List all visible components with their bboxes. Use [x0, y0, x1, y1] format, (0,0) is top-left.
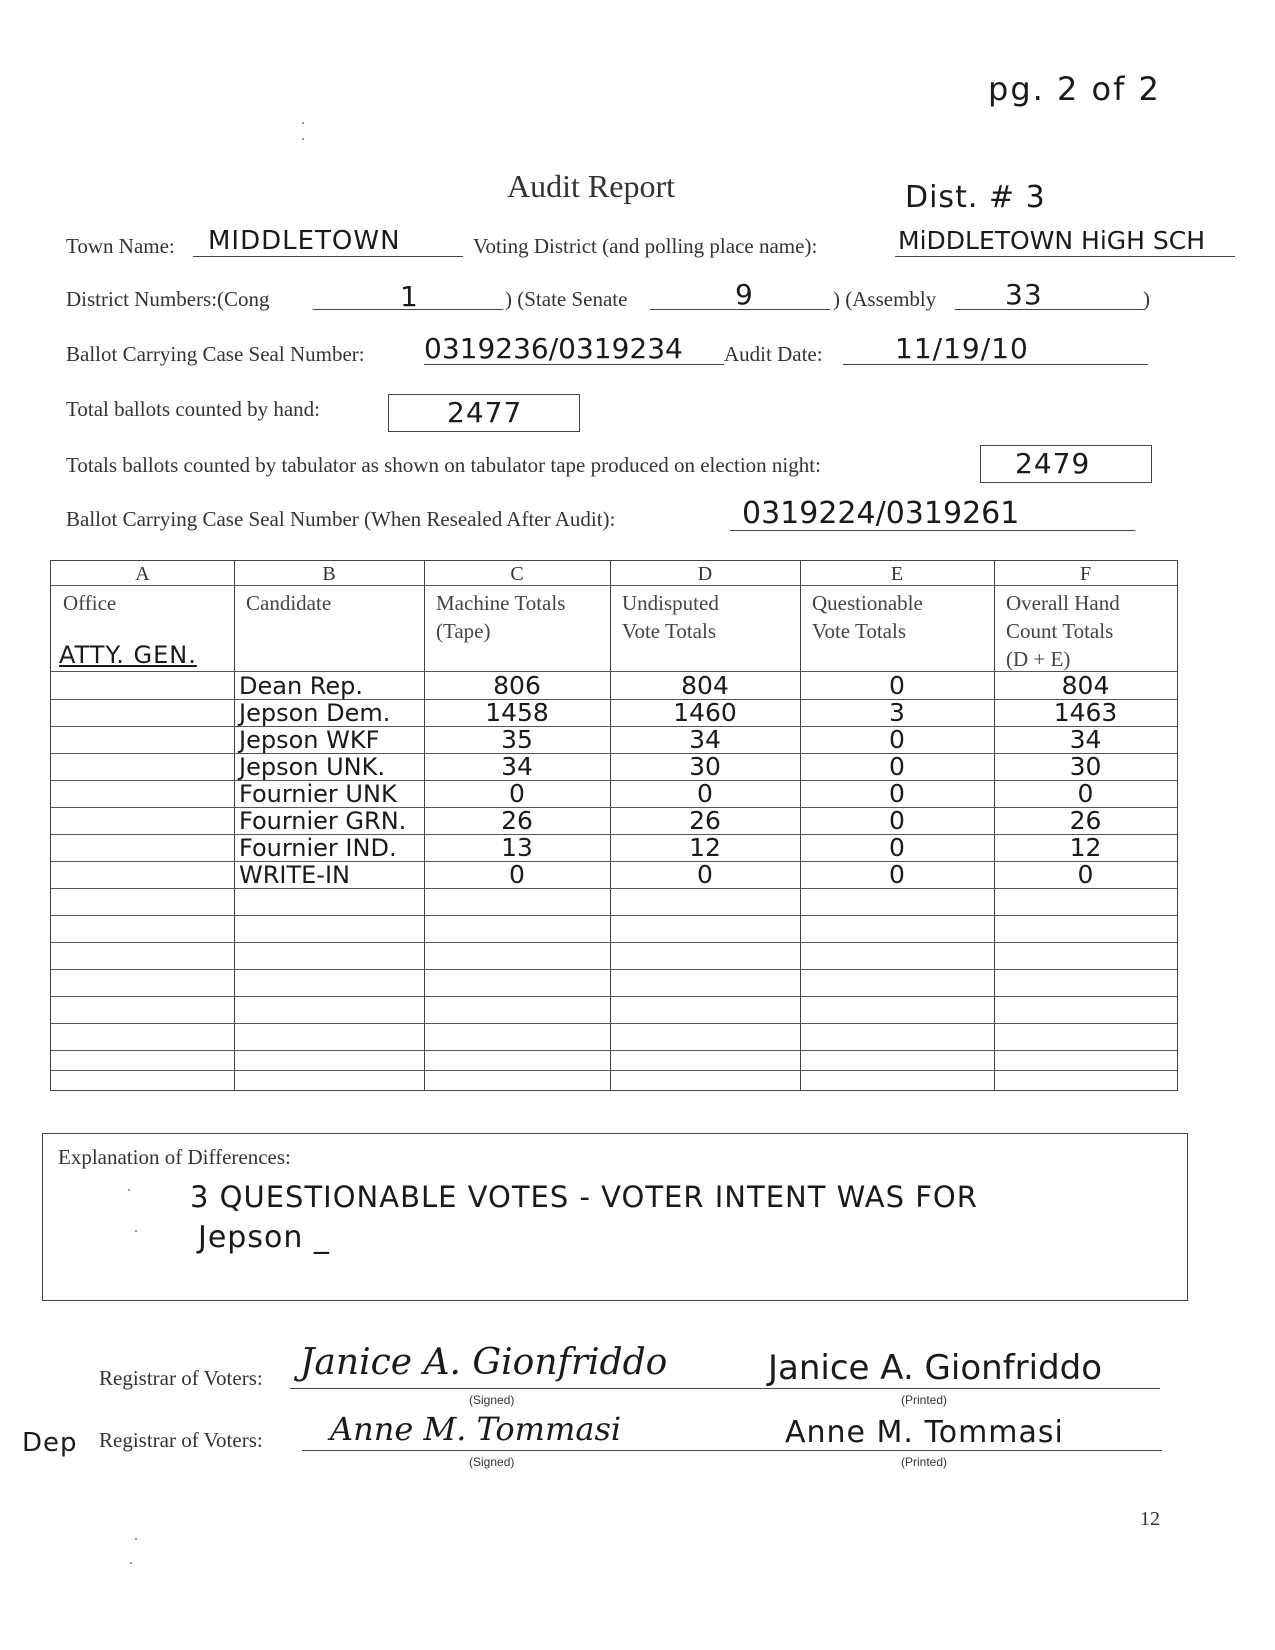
table-cell-undisputed: 0: [697, 860, 713, 889]
table-row-candidate: Dean Rep.: [239, 672, 364, 700]
voting-district-value: MiDDLETOWN HiGH SCH: [898, 226, 1206, 255]
hand-count-label: Total ballots counted by hand:: [66, 397, 320, 421]
table-cell-undisputed: 12: [689, 833, 721, 862]
col-header-undisputed: Undisputed Vote Totals: [622, 591, 719, 643]
table-cell-machine: 0: [509, 860, 525, 889]
col-letter-f: F: [1079, 563, 1092, 585]
registrar-label: Registrar of Voters:: [99, 1366, 263, 1390]
audit-date-value: 11/19/10: [895, 332, 1029, 365]
table-cell-overall: 12: [1069, 833, 1102, 862]
table-cell-machine: 26: [501, 806, 533, 835]
assembly-value: 33: [1005, 278, 1043, 311]
town-name-label: Town Name:: [66, 234, 175, 258]
table-cell-undisputed: 30: [689, 752, 721, 781]
explanation-line-1: 3 QUESTIONABLE VOTES - VOTER INTENT WAS FOR: [190, 1180, 978, 1214]
explanation-label: Explanation of Differences:: [58, 1145, 291, 1169]
table-cell-machine: 35: [501, 725, 533, 754]
col-letter-e: E: [890, 563, 904, 585]
cong-value: 1: [400, 280, 419, 313]
audit-date-label: Audit Date:: [724, 342, 823, 366]
seal-value: 0319236/0319234: [424, 332, 683, 365]
table-cell-questionable: 3: [889, 698, 905, 727]
seal-label: Ballot Carrying Case Seal Number:: [66, 342, 365, 366]
table-cell-machine: 806: [493, 671, 541, 700]
table-cell-machine: 34: [501, 752, 533, 781]
table-cell-questionable: 0: [889, 833, 905, 862]
town-name-value: MIDDLETOWN: [208, 226, 401, 256]
page-title: Audit Report: [507, 168, 675, 204]
table-cell-questionable: 0: [889, 671, 905, 700]
dep-registrar-printed-name: Anne M. Tommasi: [785, 1415, 1064, 1450]
tabulator-label: Totals ballots counted by tabulator as shown on tabulator tape produced on election night:: [66, 453, 821, 477]
district-numbers-label: District Numbers:(Cong: [66, 287, 270, 311]
table-row-candidate: Fournier UNK: [239, 780, 397, 808]
table-cell-overall: 0: [1077, 860, 1094, 889]
table-cell-overall: 1463: [1053, 698, 1118, 727]
col-letter-b: B: [322, 563, 336, 585]
table-cell-overall: 0: [1077, 779, 1094, 808]
reseal-label: Ballot Carrying Case Seal Number (When Resealed After Audit):: [66, 507, 616, 531]
col-header-candidate: Candidate: [246, 591, 332, 615]
office-value: ATTY. GEN.: [59, 641, 197, 669]
table-cell-machine: 13: [501, 833, 533, 862]
tabulator-value: 2479: [1015, 447, 1091, 480]
audit-table: [50, 560, 1178, 1091]
page-number: 12: [1140, 1508, 1160, 1530]
table-row-candidate: Jepson Dem.: [239, 699, 391, 727]
col-header-overall: Overall Hand Count Totals (D + E): [1006, 591, 1120, 671]
table-cell-undisputed: 1460: [673, 698, 737, 727]
reseal-value: 0319224/0319261: [742, 496, 1020, 531]
col-letter-d: D: [697, 563, 713, 585]
state-senate-value: 9: [735, 278, 754, 311]
dep-prefix: Dep: [22, 1428, 78, 1458]
state-senate-label: ) (State Senate: [505, 287, 628, 311]
table-cell-machine: 1458: [485, 698, 549, 727]
table-cell-machine: 0: [509, 779, 525, 808]
col-letter-c: C: [510, 563, 524, 585]
registrar-printed-name: Janice A. Gionfriddo: [768, 1348, 1103, 1388]
table-cell-undisputed: 26: [689, 806, 721, 835]
explanation-line-2: Jepson _: [198, 1220, 330, 1255]
table-row-candidate: Fournier GRN.: [239, 807, 407, 835]
hand-count-value: 2477: [447, 396, 523, 429]
table-cell-questionable: 0: [889, 725, 905, 754]
table-cell-questionable: 0: [889, 860, 905, 889]
dep-printed-caption: (Printed): [901, 1455, 948, 1469]
registrar-printed-caption: (Printed): [901, 1393, 948, 1407]
registrar-signed-caption: (Signed): [469, 1393, 515, 1407]
table-cell-questionable: 0: [889, 752, 905, 781]
col-header-office: Office: [63, 591, 117, 615]
table-cell-questionable: 0: [889, 806, 905, 835]
assembly-label: ) (Assembly: [833, 287, 937, 311]
table-cell-undisputed: 804: [681, 671, 729, 700]
table-row-candidate: Fournier IND.: [239, 834, 397, 862]
table-row-candidate: Jepson UNK.: [239, 753, 385, 781]
table-cell-overall: 30: [1069, 752, 1102, 781]
table-cell-questionable: 0: [889, 779, 905, 808]
assembly-close: ): [1143, 287, 1150, 311]
dep-registrar-label: Registrar of Voters:: [99, 1428, 263, 1452]
table-cell-overall: 26: [1069, 806, 1102, 835]
col-header-machine: Machine Totals (Tape): [436, 591, 566, 643]
table-cell-undisputed: 34: [689, 725, 721, 754]
col-header-questionable: Questionable Vote Totals: [812, 591, 923, 643]
table-cell-undisputed: 0: [697, 779, 713, 808]
registrar-signature: Janice A. Gionfriddo: [300, 1342, 668, 1383]
table-row-candidate: Jepson WKF: [239, 726, 380, 754]
dep-registrar-signature: Anne M. Tommasi: [330, 1410, 622, 1448]
district-mark: Dist. # 3: [905, 180, 1046, 215]
table-cell-overall: 34: [1069, 725, 1102, 754]
table-row-candidate: WRITE-IN: [239, 861, 350, 889]
table-cell-overall: 804: [1061, 671, 1110, 700]
voting-district-label: Voting District (and polling place name):: [473, 234, 818, 258]
page-mark: pg. 2 of 2: [988, 70, 1161, 108]
col-letter-a: A: [135, 563, 150, 585]
dep-signed-caption: (Signed): [469, 1455, 515, 1469]
